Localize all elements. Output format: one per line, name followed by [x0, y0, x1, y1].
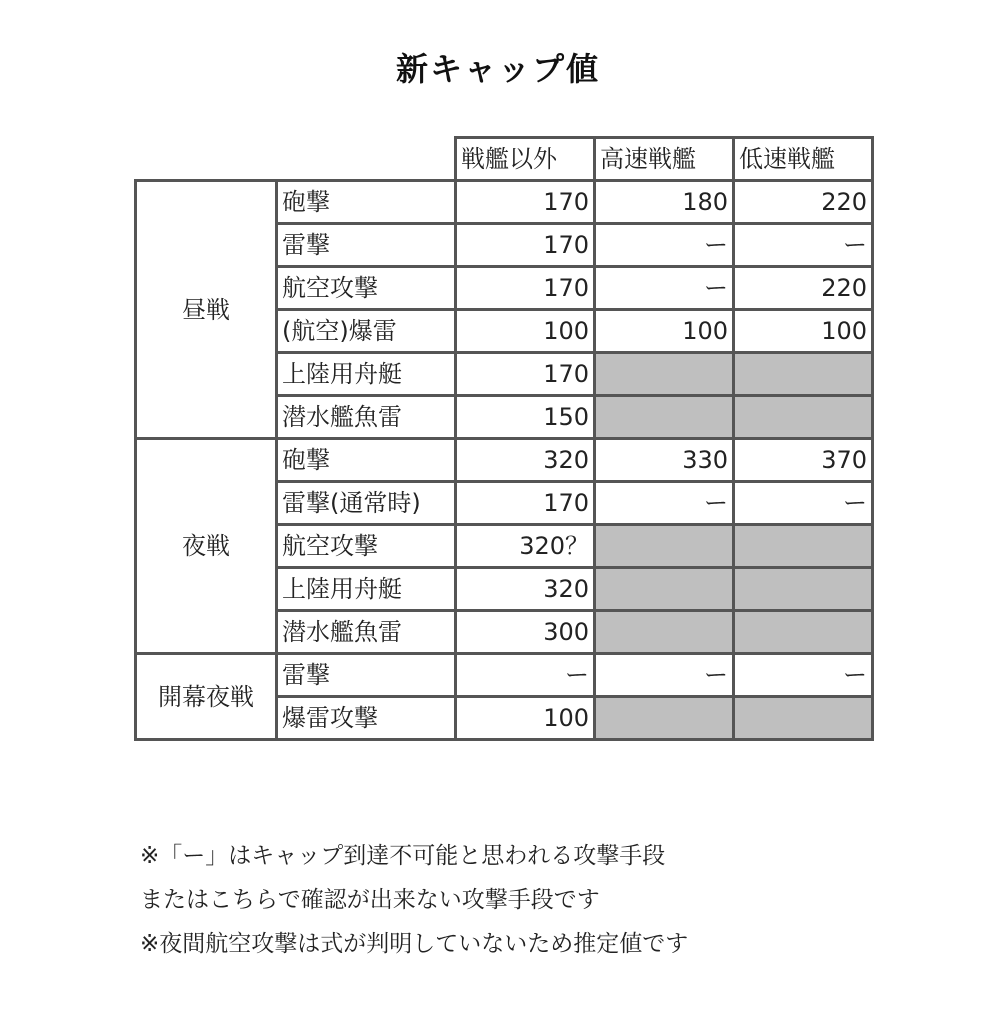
attack-label: (航空)爆雷 [277, 310, 456, 353]
not-applicable-cell [734, 568, 873, 611]
cap-value: 330 [595, 439, 734, 482]
not-applicable-cell [595, 396, 734, 439]
cap-value: ー [456, 654, 595, 697]
not-applicable-cell [595, 568, 734, 611]
table-row [136, 439, 873, 482]
blank-corner [277, 138, 456, 181]
table-row [136, 654, 873, 697]
group-opening-night-battle: 開幕夜戦 [136, 654, 277, 740]
not-applicable-cell [734, 353, 873, 396]
attack-label: 雷撃(通常時) [277, 482, 456, 525]
footnote-line: ※夜間航空攻撃は式が判明していないため推定値です [140, 931, 689, 957]
cap-value: 220 [734, 181, 873, 224]
cap-value: 370 [734, 439, 873, 482]
blank-corner [136, 138, 277, 181]
attack-label: 爆雷攻撃 [277, 697, 456, 740]
cap-value: 320？ [456, 525, 595, 568]
cap-value: ー [595, 482, 734, 525]
cap-value: ー [734, 482, 873, 525]
not-applicable-cell [595, 353, 734, 396]
cap-value: 170 [456, 482, 595, 525]
column-header-slow-battleship: 低速戦艦 [734, 138, 873, 181]
cap-value: 300 [456, 611, 595, 654]
attack-label: 砲撃 [277, 181, 456, 224]
cap-value: ー [595, 267, 734, 310]
cap-value: ー [734, 224, 873, 267]
cap-value: 170 [456, 181, 595, 224]
attack-label: 航空攻撃 [277, 525, 456, 568]
cap-value: 150 [456, 396, 595, 439]
attack-label: 上陸用舟艇 [277, 568, 456, 611]
not-applicable-cell [595, 697, 734, 740]
attack-label: 潜水艦魚雷 [277, 611, 456, 654]
attack-label: 砲撃 [277, 439, 456, 482]
cap-value: 100 [456, 310, 595, 353]
not-applicable-cell [595, 611, 734, 654]
attack-label: 航空攻撃 [277, 267, 456, 310]
attack-label: 雷撃 [277, 654, 456, 697]
cap-value: 180 [595, 181, 734, 224]
cap-table [134, 136, 874, 741]
cap-value: 100 [595, 310, 734, 353]
cap-value: 220 [734, 267, 873, 310]
cap-value: 170 [456, 267, 595, 310]
cap-value: 100 [456, 697, 595, 740]
not-applicable-cell [734, 611, 873, 654]
footnote-line: またはこちらで確認が出来ない攻撃手段です [140, 887, 600, 913]
cap-value: ー [595, 654, 734, 697]
column-header-non-battleship: 戦艦以外 [456, 138, 595, 181]
attack-label: 雷撃 [277, 224, 456, 267]
footnotes [140, 834, 688, 966]
page-title: 新キャップ値 [395, 50, 600, 88]
cap-value: 320 [456, 439, 595, 482]
cap-value: 170 [456, 353, 595, 396]
not-applicable-cell [734, 396, 873, 439]
header-row [136, 138, 873, 181]
not-applicable-cell [595, 525, 734, 568]
table-row [136, 181, 873, 224]
attack-label: 潜水艦魚雷 [277, 396, 456, 439]
attack-label: 上陸用舟艇 [277, 353, 456, 396]
cap-value: ー [595, 224, 734, 267]
cap-value: 320 [456, 568, 595, 611]
group-night-battle: 夜戦 [136, 439, 277, 654]
not-applicable-cell [734, 697, 873, 740]
cap-value: ー [734, 654, 873, 697]
column-header-fast-battleship: 高速戦艦 [595, 138, 734, 181]
cap-value: 170 [456, 224, 595, 267]
cap-value: 100 [734, 310, 873, 353]
not-applicable-cell [734, 525, 873, 568]
group-day-battle: 昼戦 [136, 181, 277, 439]
footnote-line: ※「ー」はキャップ到達不可能と思われる攻撃手段 [140, 843, 666, 869]
